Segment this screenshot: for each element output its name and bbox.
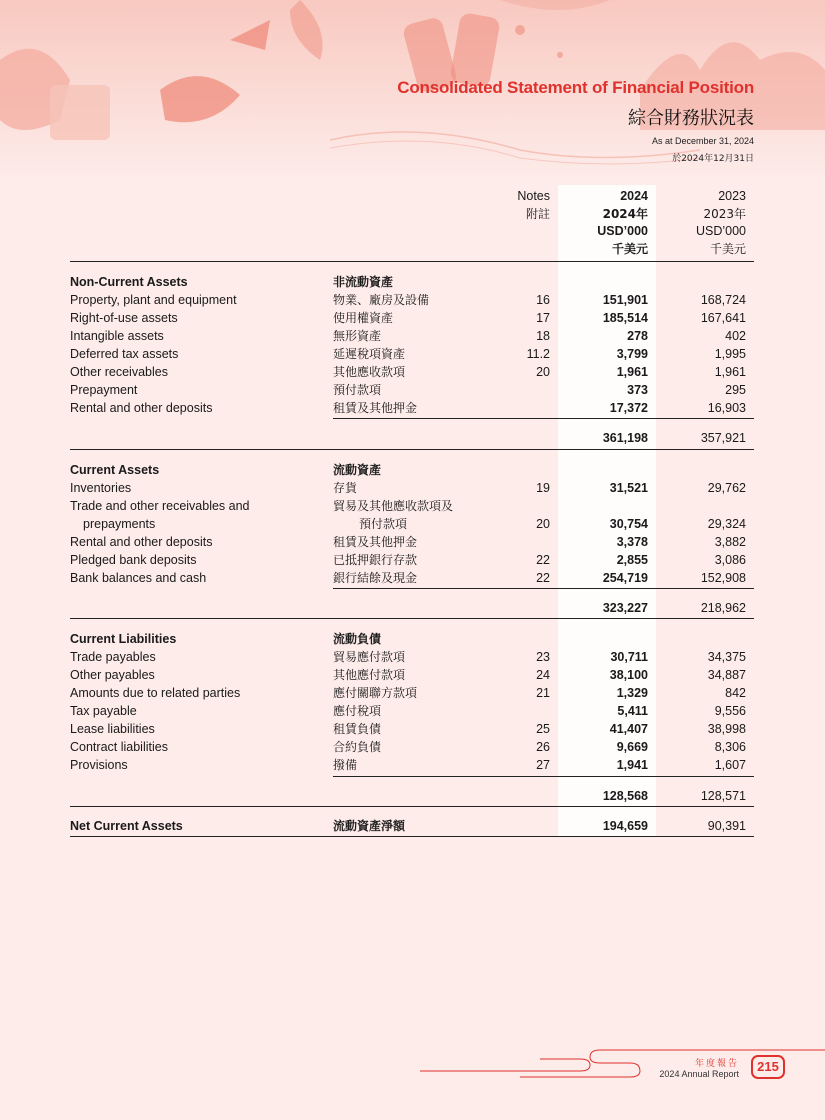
row-note: 16: [536, 293, 550, 307]
prior-unit-label-zh: 千美元: [709, 241, 746, 256]
row-value-current: 31,521: [609, 481, 648, 495]
row-label: Rental and other deposits: [70, 535, 213, 549]
row-value-prior: 34,375: [707, 650, 746, 664]
row-label: prepayments: [83, 517, 156, 531]
row-label-zh: 合約負債: [333, 740, 382, 754]
net-current-assets-current: 194,659: [602, 819, 648, 833]
section-heading-zh: 流動資產: [333, 463, 382, 477]
net-current-assets-prior: 90,391: [707, 819, 746, 833]
footer-report-title: 2024 Annual Report: [659, 1069, 739, 1079]
statement-date: As at December 31, 2024: [651, 136, 754, 146]
table-row: [0, 345, 825, 363]
row-value-prior: 1,961: [714, 365, 746, 379]
current-year-label: 2024: [620, 189, 648, 203]
row-note: 24: [536, 668, 550, 682]
prior-year-header: [696, 188, 746, 258]
subtotal-rule: [333, 588, 754, 589]
subtotal-prior: 218,962: [700, 601, 746, 615]
row-label: Provisions: [70, 758, 128, 772]
table-row: [0, 738, 825, 756]
row-value-prior: 29,762: [707, 481, 746, 495]
row-value-current: 254,719: [602, 571, 648, 585]
table-row: [0, 720, 825, 738]
row-value-prior: 168,724: [700, 293, 746, 307]
row-label: Bank balances and cash: [70, 571, 207, 585]
subtotal-current: 323,227: [602, 601, 648, 615]
row-note: 19: [536, 481, 550, 495]
table-row: [0, 756, 825, 774]
table-row: [0, 291, 825, 309]
net-current-assets-label-zh: 流動資產淨額: [333, 819, 406, 833]
net-current-rule: [70, 836, 754, 837]
row-note: 26: [536, 740, 550, 754]
table-row: [0, 479, 825, 497]
row-label-zh: 預付款項: [359, 517, 408, 531]
row-value-prior: 402: [725, 329, 746, 343]
table-row: [0, 648, 825, 666]
row-label: Intangible assets: [70, 329, 164, 343]
section-heading-zh: 非流動資產: [333, 275, 394, 289]
row-note: 27: [536, 758, 550, 772]
row-value-prior: 842: [725, 686, 746, 700]
net-current-assets-row: [0, 817, 825, 835]
row-label: Right-of-use assets: [70, 311, 178, 325]
row-value-current: 151,901: [602, 293, 648, 307]
row-label: Property, plant and equipment: [70, 293, 237, 307]
row-label: Other receivables: [70, 365, 168, 379]
row-label-zh: 存貨: [333, 481, 358, 495]
subtotal-prior: 128,571: [700, 789, 746, 803]
subtotal-rule: [333, 776, 754, 777]
notes-header-en: Notes: [517, 189, 550, 203]
row-label: Inventories: [70, 481, 132, 495]
row-label: Amounts due to related parties: [70, 686, 241, 700]
row-value-prior: 34,887: [707, 668, 746, 682]
row-value-prior: 16,903: [707, 401, 746, 415]
page-title-zh: 綜合財務狀況表: [628, 108, 754, 129]
row-label-zh: 物業、廠房及設備: [333, 293, 430, 307]
row-value-prior: 3,882: [714, 535, 746, 549]
row-value-current: 17,372: [609, 401, 648, 415]
footer-report-title-zh: 年度報告: [694, 1059, 739, 1069]
table-row: [0, 551, 825, 569]
row-note: 20: [536, 517, 550, 531]
row-value-current: 1,961: [616, 365, 648, 379]
row-value-current: 373: [627, 383, 648, 397]
row-note: 18: [536, 329, 550, 343]
table-row: [0, 684, 825, 702]
table-row: [0, 515, 825, 533]
page-title: Consolidated Statement of Financial Position: [397, 78, 754, 97]
row-note: 23: [536, 650, 550, 664]
page-number: 215: [751, 1055, 785, 1079]
row-value-prior: 38,998: [707, 722, 746, 736]
row-value-current: 278: [627, 329, 648, 343]
row-value-prior: 1,607: [714, 758, 746, 772]
row-note: 25: [536, 722, 550, 736]
header-rule: [70, 261, 754, 262]
table-row: [0, 569, 825, 587]
table-row: [0, 381, 825, 399]
row-label-zh: 預付款項: [333, 383, 382, 397]
section-heading-en: Non-Current Assets: [70, 275, 188, 289]
row-label: Deferred tax assets: [70, 347, 179, 361]
row-note: 22: [536, 571, 550, 585]
section-heading-en: Current Liabilities: [70, 632, 177, 646]
row-label-zh: 撥備: [333, 758, 358, 772]
row-label-zh: 應付稅項: [333, 704, 382, 718]
row-label-zh: 應付關聯方款項: [333, 686, 418, 700]
row-label-zh: 其他應收款項: [333, 365, 406, 379]
notes-header: [517, 188, 550, 223]
table-row: [0, 399, 825, 417]
row-label-zh: 租賃及其他押金: [333, 535, 418, 549]
row-label-zh: 租賃及其他押金: [333, 401, 418, 415]
row-label: Lease liabilities: [70, 722, 155, 736]
prior-year-label-zh: 2023年: [703, 206, 746, 221]
row-value-current: 1,329: [616, 686, 648, 700]
row-label-zh: 延遲稅項資產: [333, 347, 406, 361]
row-value-prior: 8,306: [714, 740, 746, 754]
row-value-prior: 1,995: [714, 347, 746, 361]
current-year-label-zh: 2024年: [602, 206, 648, 221]
row-label: Contract liabilities: [70, 740, 168, 754]
subtotal-rule: [333, 418, 754, 419]
section-rule: [70, 449, 754, 450]
row-value-prior: 29,324: [707, 517, 746, 531]
row-label-zh: 銀行結餘及現金: [333, 571, 418, 585]
section-rule: [70, 806, 754, 807]
subtotal-row: [0, 599, 825, 617]
statement-date-zh: 於2024年12月31日: [672, 154, 754, 164]
section-heading: [0, 273, 825, 291]
table-row: [0, 666, 825, 684]
row-value-prior: 9,556: [714, 704, 746, 718]
current-unit-label-zh: 千美元: [611, 241, 648, 256]
section-heading: [0, 630, 825, 648]
row-value-prior: 3,086: [714, 553, 746, 567]
subtotal-row: [0, 429, 825, 447]
subtotal-prior: 357,921: [700, 431, 746, 445]
row-label-zh: 租賃負債: [333, 722, 382, 736]
row-value-prior: 295: [725, 383, 746, 397]
row-label-zh: 無形資產: [333, 329, 382, 343]
table-row: [0, 533, 825, 551]
row-note: 21: [536, 686, 550, 700]
row-value-current: 38,100: [609, 668, 648, 682]
subtotal-row: [0, 787, 825, 805]
row-value-prior: 167,641: [700, 311, 746, 325]
row-value-current: 1,941: [616, 758, 648, 772]
row-label: Rental and other deposits: [70, 401, 213, 415]
table-row: [0, 702, 825, 720]
row-note: 17: [536, 311, 550, 325]
row-value-current: 5,411: [617, 704, 648, 718]
row-label-zh: 其他應付款項: [333, 668, 406, 682]
notes-header-zh: 附註: [525, 206, 550, 221]
row-value-current: 30,711: [610, 650, 648, 664]
section-rule: [70, 618, 754, 619]
row-note: 11.2: [526, 347, 550, 361]
row-value-current: 2,855: [616, 553, 648, 567]
row-label: Pledged bank deposits: [70, 553, 197, 567]
table-row: [0, 497, 825, 515]
title-block: [397, 78, 754, 164]
row-label: Prepayment: [70, 383, 138, 397]
row-value-current: 30,754: [609, 517, 648, 531]
current-year-header: [597, 188, 648, 258]
row-note: 20: [536, 365, 550, 379]
row-label-zh: 貿易及其他應收款項及: [333, 499, 454, 513]
row-value-current: 9,669: [616, 740, 648, 754]
row-label-zh: 已抵押銀行存款: [333, 553, 418, 567]
row-label-zh: 使用權資產: [333, 311, 394, 325]
table-row: [0, 327, 825, 345]
table-row: [0, 309, 825, 327]
subtotal-current: 361,198: [602, 431, 648, 445]
prior-year-label: 2023: [718, 189, 746, 203]
section-heading-en: Current Assets: [70, 463, 160, 477]
table-row: [0, 363, 825, 381]
subtotal-current: 128,568: [602, 789, 648, 803]
net-current-assets-label: Net Current Assets: [70, 819, 183, 833]
row-value-current: 3,799: [616, 347, 648, 361]
row-value-prior: 152,908: [700, 571, 746, 585]
current-unit-label: USD’000: [597, 224, 648, 238]
row-label: Trade payables: [70, 650, 156, 664]
prior-unit-label: USD’000: [695, 224, 746, 238]
row-label: Other payables: [70, 668, 155, 682]
row-label: Tax payable: [70, 704, 137, 718]
section-heading-zh: 流動負債: [333, 632, 382, 646]
row-value-current: 3,378: [616, 535, 648, 549]
row-value-current: 41,407: [609, 722, 648, 736]
section-heading: [0, 461, 825, 479]
row-note: 22: [536, 553, 550, 567]
row-label-zh: 貿易應付款項: [333, 650, 406, 664]
row-label: Trade and other receivables and: [70, 499, 250, 513]
row-value-current: 185,514: [602, 311, 648, 325]
